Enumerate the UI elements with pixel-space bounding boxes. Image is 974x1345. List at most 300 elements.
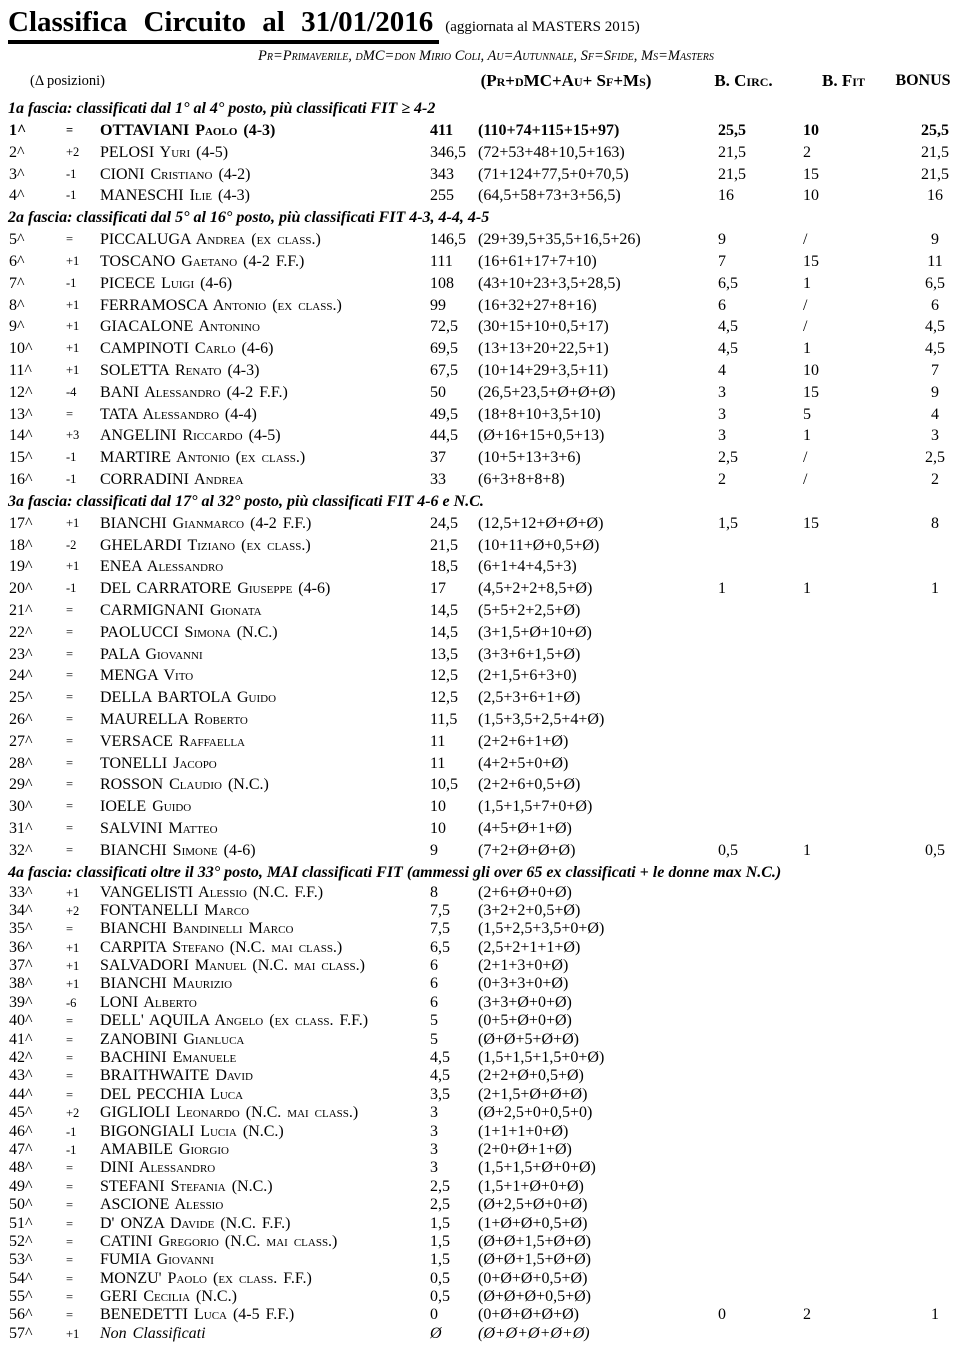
player-name-cell: BIGONGIALI Lucia (N.C.): [100, 1122, 284, 1140]
bonus-circuito-cell: [710, 975, 795, 993]
rank-cell: 14^: [9, 427, 33, 445]
table-row: [8, 229, 966, 251]
bonus-fit-cell: 1: [803, 841, 811, 859]
points-cell: 11: [430, 754, 446, 772]
rank-cell: 35^: [9, 920, 33, 938]
bonus-fit-cell: [795, 1270, 880, 1288]
rank-cell: 25^: [9, 689, 33, 707]
bonus-fit-cell: [795, 622, 880, 644]
delta-positions-cell: -2: [66, 537, 77, 552]
points-breakdown-cell: (10+11+Ø+0,5+Ø): [478, 536, 600, 554]
bonus-fit-cell: [795, 753, 880, 775]
delta-positions-cell: =: [66, 646, 74, 661]
points-cell: 99: [430, 296, 446, 314]
rank-cell: 4^: [9, 187, 25, 205]
bonus-total-cell: [880, 1141, 966, 1159]
player-name-cell: CARMIGNANI Gionata: [100, 601, 262, 619]
bonus-fit-cell: 10: [803, 361, 819, 379]
bonus-total-cell: 21,5: [921, 143, 949, 161]
bonus-fit-cell: /: [803, 231, 808, 249]
bonus-total-cell: 4,5: [925, 318, 945, 336]
delta-positions-cell: +1: [66, 297, 80, 312]
delta-positions-cell: =: [66, 1051, 74, 1066]
delta-positions-cell: +1: [66, 341, 80, 356]
player-name-cell: VERSACE Raffaella: [100, 732, 245, 750]
delta-positions-cell: =: [66, 820, 74, 835]
bonus-circuito-cell: [710, 1196, 795, 1214]
points-cell: 255: [430, 187, 454, 205]
bonus-circuito-cell: [710, 796, 795, 818]
table-row: [8, 513, 966, 535]
table-row: [8, 316, 966, 338]
bonus-total-cell: 25,5: [921, 122, 949, 139]
table-row: [8, 1288, 966, 1306]
table-row: [8, 1215, 966, 1233]
bonus-circuito-cell: [710, 622, 795, 644]
bonus-total-cell: [880, 1031, 966, 1049]
header-delta-posizioni: (Δ posizioni): [30, 73, 105, 89]
player-name-cell: SALVADORI Manuel (N.C. mai class.): [100, 957, 365, 975]
points-cell: 5: [430, 1012, 438, 1030]
points-breakdown-cell: (10+5+13+3+6): [478, 449, 581, 467]
bonus-fit-cell: [795, 1141, 880, 1159]
bonus-total-cell: [880, 774, 966, 796]
player-name-cell: AMABILE Giorgio: [100, 1140, 229, 1158]
table-row: [8, 1012, 966, 1030]
bonus-total-cell: [880, 994, 966, 1012]
bonus-fit-cell: 10: [803, 187, 819, 205]
bonus-total-cell: [880, 1325, 966, 1343]
table-row: [8, 1233, 966, 1251]
table-row: [8, 1306, 966, 1324]
table-row: [8, 622, 966, 644]
table-row: [8, 164, 966, 186]
rank-cell: 7^: [9, 274, 25, 292]
player-name-cell: BANI Alessandro (4-2 F.F.): [100, 383, 288, 401]
ranking-table: [8, 98, 966, 1343]
points-breakdown-cell: (10+14+29+3,5+11): [478, 361, 609, 379]
points-cell: 146,5: [430, 231, 466, 249]
rank-cell: 57^: [9, 1324, 33, 1342]
player-name-cell: ENEA Alessandro: [100, 558, 224, 576]
points-breakdown-cell: (43+10+23+3,5+28,5): [478, 274, 621, 292]
bonus-circuito-cell: 1: [718, 580, 726, 598]
table-row: [8, 1325, 966, 1343]
bonus-fit-cell: [795, 1031, 880, 1049]
bonus-fit-cell: [795, 644, 880, 666]
rank-cell: 45^: [9, 1104, 33, 1122]
bonus-fit-cell: [795, 731, 880, 753]
delta-positions-cell: +1: [66, 362, 80, 377]
table-row: [8, 840, 966, 862]
bonus-fit-cell: [795, 920, 880, 938]
table-row: [8, 1104, 966, 1122]
rank-cell: 19^: [9, 558, 33, 576]
points-cell: 1,5: [430, 1214, 450, 1232]
bonus-total-cell: 21,5: [921, 165, 949, 183]
bonus-circuito-cell: 3: [718, 383, 726, 401]
bonus-fit-cell: 2: [803, 1306, 811, 1324]
bonus-total-cell: [880, 709, 966, 731]
player-name-cell: DEL CARRATORE Giuseppe (4-6): [100, 580, 331, 598]
bonus-total-cell: [880, 796, 966, 818]
table-row: [8, 1270, 966, 1288]
player-name-cell: LONI Alberto: [100, 993, 197, 1011]
points-breakdown-cell: (2+1,5+Ø+Ø+Ø): [478, 1085, 588, 1103]
column-header-row: [8, 68, 966, 94]
bonus-fit-cell: [795, 709, 880, 731]
table-row: [8, 360, 966, 382]
points-cell: 72,5: [430, 318, 458, 336]
points-cell: 49,5: [430, 405, 458, 423]
bonus-total-cell: [880, 1178, 966, 1196]
player-name-cell: ANGELINI Riccardo (4-5): [100, 427, 281, 445]
points-cell: 69,5: [430, 340, 458, 358]
rank-cell: 44^: [9, 1085, 33, 1103]
player-name-cell: MAURELLA Roberto: [100, 710, 248, 728]
player-name-cell: VANGELISTI Alessio (N.C. F.F.): [100, 883, 324, 901]
player-name-cell: MENGA Vito: [100, 667, 194, 685]
points-cell: 12,5: [430, 689, 458, 707]
rank-cell: 49^: [9, 1177, 33, 1195]
bonus-circuito-cell: [710, 644, 795, 666]
bonus-fit-cell: /: [803, 470, 808, 488]
bonus-fit-cell: [795, 1012, 880, 1030]
bonus-fit-cell: [795, 1159, 880, 1177]
bonus-circuito-cell: [710, 884, 795, 902]
bonus-total-cell: 6: [931, 296, 939, 314]
bonus-fit-cell: 1: [803, 427, 811, 445]
player-name-cell: DELL' AQUILA Angelo (ex class. F.F.): [100, 1012, 369, 1030]
points-cell: 9: [430, 841, 438, 859]
table-row: [8, 902, 966, 920]
player-name-cell: CAMPINOTI Carlo (4-6): [100, 340, 274, 358]
bonus-total-cell: 2,5: [925, 449, 945, 467]
points-breakdown-cell: (2,5+2+1+1+Ø): [478, 938, 581, 956]
bonus-fit-cell: [795, 1196, 880, 1214]
rank-cell: 1^: [9, 122, 27, 139]
player-name-cell: IOELE Guido: [100, 798, 192, 816]
bonus-fit-cell: [795, 1104, 880, 1122]
table-row: [8, 884, 966, 902]
player-name-cell: SOLETTA Renato (4-3): [100, 361, 260, 379]
delta-positions-cell: =: [66, 1179, 74, 1194]
player-name-cell: MANESCHI Ilie (4-3): [100, 187, 250, 205]
bonus-fit-cell: [795, 796, 880, 818]
player-name-cell: DELLA BARTOLA Guido: [100, 689, 277, 707]
points-breakdown-cell: (1+Ø+Ø+0,5+Ø): [478, 1214, 588, 1232]
bonus-total-cell: [880, 1086, 966, 1104]
points-breakdown-cell: (Ø+Ø+1,5+Ø+Ø): [478, 1251, 591, 1269]
rank-cell: 23^: [9, 645, 33, 663]
player-name-cell: BRAITHWAITE David: [100, 1067, 253, 1085]
delta-positions-cell: =: [66, 1069, 74, 1084]
points-cell: 0,5: [430, 1269, 450, 1287]
table-row: [8, 796, 966, 818]
player-name-cell: ZANOBINI Gianluca: [100, 1030, 245, 1048]
delta-positions-cell: =: [66, 1290, 74, 1305]
delta-positions-cell: =: [66, 668, 74, 683]
bonus-total-cell: [880, 939, 966, 957]
bonus-total-cell: 16: [927, 187, 943, 205]
player-name-cell: PICECE Luigi (4-6): [100, 274, 233, 292]
bonus-circuito-cell: [710, 1123, 795, 1141]
points-cell: 0,5: [430, 1288, 450, 1306]
delta-positions-cell: =: [66, 842, 74, 857]
bonus-circuito-cell: [710, 1067, 795, 1085]
rank-cell: 50^: [9, 1196, 33, 1214]
points-breakdown-cell: (18+8+10+3,5+10): [478, 405, 601, 423]
bonus-circuito-cell: [710, 709, 795, 731]
bonus-circuito-cell: 21,5: [718, 165, 746, 183]
bonus-total-cell: 7: [931, 361, 939, 379]
points-cell: 8: [430, 883, 438, 901]
rank-cell: 10^: [9, 340, 33, 358]
bonus-circuito-cell: [710, 556, 795, 578]
bonus-circuito-cell: 0,5: [718, 841, 738, 859]
delta-positions-cell: -1: [66, 581, 77, 596]
points-breakdown-cell: (Ø+Ø+5+Ø+Ø): [478, 1030, 579, 1048]
points-breakdown-cell: (4+5+Ø+1+Ø): [478, 819, 572, 837]
bonus-total-cell: [880, 1104, 966, 1122]
points-breakdown-cell: (1,5+3,5+2,5+4+Ø): [478, 710, 605, 728]
table-row: [8, 578, 966, 600]
bonus-fit-cell: [795, 902, 880, 920]
points-cell: 4,5: [430, 1049, 450, 1067]
rank-cell: 42^: [9, 1049, 33, 1067]
table-row: [8, 753, 966, 775]
delta-positions-cell: =: [66, 1032, 74, 1047]
title-line: [8, 6, 966, 46]
points-cell: 11: [430, 732, 446, 750]
points-breakdown-cell: (2+0+Ø+1+Ø): [478, 1140, 572, 1158]
delta-positions-cell: =: [66, 690, 74, 705]
player-name-cell: DEL PECCHIA Luca: [100, 1085, 244, 1103]
rank-cell: 16^: [9, 470, 33, 488]
delta-positions-cell: =: [66, 733, 74, 748]
bonus-fit-cell: 5: [803, 405, 811, 423]
delta-positions-cell: +1: [66, 319, 80, 334]
points-cell: 1,5: [430, 1251, 450, 1269]
bonus-fit-cell: [795, 535, 880, 557]
rank-cell: 51^: [9, 1214, 33, 1232]
fascia-label: 4a fascia: classificati oltre il 33° posto, MAI classificati FIT (ammessi gli over 65 ex classificati + le donne max N.C.): [8, 863, 782, 881]
points-cell: 5: [430, 1030, 438, 1048]
table-row: [8, 120, 966, 142]
bonus-circuito-cell: [710, 1104, 795, 1122]
tournament-legend: Pr=Primaverile, dMC=don Mirio Coli, Au=Autunnale, Sf=Sfide, Ms=Masters: [258, 48, 714, 64]
delta-positions-cell: -6: [66, 995, 77, 1010]
player-name-cell: PELOSI Yuri (4-5): [100, 143, 229, 161]
delta-positions-cell: +1: [66, 253, 80, 268]
player-name-cell: GERI Cecilia (N.C.): [100, 1288, 237, 1306]
table-row: [8, 142, 966, 164]
table-row: [8, 1123, 966, 1141]
points-cell: 1,5: [430, 1232, 450, 1250]
rank-cell: 43^: [9, 1067, 33, 1085]
rank-cell: 53^: [9, 1251, 33, 1269]
bonus-circuito-cell: [710, 1251, 795, 1269]
bonus-total-cell: 2: [931, 470, 939, 488]
points-cell: 13,5: [430, 645, 458, 663]
bonus-circuito-cell: [710, 731, 795, 753]
points-breakdown-cell: (1,5+1,5+1,5+0+Ø): [478, 1049, 605, 1067]
bonus-total-cell: [880, 1159, 966, 1177]
table-row: [8, 644, 966, 666]
table-row: [8, 818, 966, 840]
delta-positions-cell: =: [66, 1234, 74, 1249]
points-breakdown-cell: (4+2+5+0+Ø): [478, 754, 569, 772]
bonus-circuito-cell: [710, 920, 795, 938]
player-name-cell: CATINI Gregorio (N.C. mai class.): [100, 1232, 338, 1250]
points-cell: 33: [430, 470, 446, 488]
points-breakdown-cell: (2+1,5+6+3+0): [478, 667, 577, 685]
bonus-fit-cell: [795, 1067, 880, 1085]
points-cell: 18,5: [430, 558, 458, 576]
rank-cell: 3^: [9, 165, 25, 183]
table-row: [8, 185, 966, 207]
table-row: [8, 556, 966, 578]
delta-positions-cell: =: [66, 1014, 74, 1029]
rank-cell: 56^: [9, 1306, 33, 1324]
points-cell: 24,5: [430, 514, 458, 532]
bonus-circuito-cell: [710, 1012, 795, 1030]
rank-cell: 12^: [9, 383, 33, 401]
points-breakdown-cell: (2+1+3+0+Ø): [478, 957, 569, 975]
points-breakdown-cell: (2+6+Ø+0+Ø): [478, 883, 572, 901]
table-row: [8, 1086, 966, 1104]
player-name-cell: BIANCHI Maurizio: [100, 975, 233, 993]
bonus-total-cell: [880, 556, 966, 578]
bonus-circuito-cell: [710, 665, 795, 687]
bonus-circuito-cell: [710, 535, 795, 557]
bonus-total-cell: [880, 535, 966, 557]
rank-cell: 54^: [9, 1269, 33, 1287]
points-cell: 17: [430, 580, 446, 598]
points-cell: 50: [430, 383, 446, 401]
table-row: [8, 994, 966, 1012]
delta-positions-cell: +1: [66, 559, 80, 574]
rank-cell: 15^: [9, 449, 33, 467]
points-breakdown-cell: (13+13+20+22,5+1): [478, 340, 609, 358]
points-cell: 3: [430, 1122, 438, 1140]
points-cell: 12,5: [430, 667, 458, 685]
bonus-total-cell: 0,5: [925, 841, 945, 859]
player-name-cell: BENEDETTI Luca (4-5 F.F.): [100, 1306, 295, 1324]
delta-positions-cell: +2: [66, 144, 80, 159]
player-name-cell: TOSCANO Gaetano (4-2 F.F.): [100, 252, 305, 270]
table-row: [8, 1178, 966, 1196]
delta-positions-cell: +1: [66, 959, 80, 974]
table-row: [8, 338, 966, 360]
table-row: [8, 1031, 966, 1049]
delta-positions-cell: +2: [66, 1106, 80, 1121]
bonus-total-cell: [880, 622, 966, 644]
bonus-total-cell: 6,5: [925, 274, 945, 292]
bonus-fit-cell: [795, 687, 880, 709]
points-cell: 7,5: [430, 901, 450, 919]
rank-cell: 2^: [9, 143, 25, 161]
title-note: (aggiornata al MASTERS 2015): [445, 19, 640, 35]
table-row: [8, 273, 966, 295]
points-breakdown-cell: (Ø+Ø+Ø+Ø+Ø): [478, 1324, 590, 1342]
points-cell: 6: [430, 975, 438, 993]
points-breakdown-cell: (1,5+1,5+Ø+0+Ø): [478, 1159, 596, 1177]
bonus-fit-cell: [795, 1288, 880, 1306]
rank-cell: 41^: [9, 1030, 33, 1048]
bonus-total-cell: [880, 884, 966, 902]
bonus-total-cell: 8: [931, 514, 939, 532]
table-row: [8, 1067, 966, 1085]
points-breakdown-cell: (1,5+1+Ø+0+Ø): [478, 1177, 584, 1195]
points-breakdown-cell: (3+3+Ø+0+Ø): [478, 993, 572, 1011]
header-bonus: BONUS: [895, 72, 951, 89]
points-cell: 108: [430, 274, 454, 292]
table-row: [8, 939, 966, 957]
delta-positions-cell: -4: [66, 384, 77, 399]
delta-positions-cell: =: [66, 711, 74, 726]
rank-cell: 32^: [9, 841, 33, 859]
delta-positions-cell: +2: [66, 903, 80, 918]
player-name-cell: BIANCHI Simone (4-6): [100, 841, 256, 859]
header-bonus-fit: B. Fit: [822, 71, 865, 90]
player-name-cell: D' ONZA Davide (N.C. F.F.): [100, 1214, 291, 1232]
delta-positions-cell: +1: [66, 940, 80, 955]
delta-positions-cell: -1: [66, 166, 77, 181]
bonus-circuito-cell: 21,5: [718, 143, 746, 161]
bonus-fit-cell: [795, 1178, 880, 1196]
delta-positions-cell: =: [66, 602, 74, 617]
table-row: [8, 382, 966, 404]
rank-cell: 38^: [9, 975, 33, 993]
bonus-total-cell: 11: [927, 252, 943, 270]
bonus-circuito-cell: [710, 957, 795, 975]
table-row: [8, 774, 966, 796]
bonus-fit-cell: 15: [803, 165, 819, 183]
player-name-cell: FERRAMOSCA Antonio (ex class.): [100, 296, 342, 314]
rank-cell: 46^: [9, 1122, 33, 1140]
rank-cell: 37^: [9, 957, 33, 975]
points-cell: 10,5: [430, 776, 458, 794]
points-breakdown-cell: (2+2+6+1+Ø): [478, 732, 569, 750]
table-row: [8, 295, 966, 317]
bonus-total-cell: [880, 1233, 966, 1251]
bonus-fit-cell: [795, 884, 880, 902]
table-row: [8, 469, 966, 491]
fascia-section-3: [8, 491, 966, 862]
bonus-fit-cell: 1: [803, 340, 811, 358]
points-breakdown-cell: (2+2+Ø+0,5+Ø): [478, 1067, 584, 1085]
bonus-circuito-cell: 0: [718, 1306, 726, 1324]
bonus-total-cell: [880, 644, 966, 666]
delta-positions-cell: =: [66, 406, 74, 421]
points-cell: 10: [430, 798, 446, 816]
player-name-cell: MONZU' Paolo (ex class. F.F.): [100, 1269, 312, 1287]
player-name-cell: Non Classificati: [100, 1324, 206, 1342]
points-cell: 6: [430, 957, 438, 975]
table-row: [8, 665, 966, 687]
bonus-fit-cell: [795, 556, 880, 578]
delta-positions-cell: -1: [66, 1142, 77, 1157]
delta-positions-cell: =: [66, 624, 74, 639]
delta-positions-cell: =: [66, 1198, 74, 1213]
points-breakdown-cell: (4,5+2+2+8,5+Ø): [478, 580, 593, 598]
delta-positions-cell: =: [66, 1271, 74, 1286]
points-cell: 2,5: [430, 1177, 450, 1195]
player-name-cell: GHELARDI Tiziano (ex class.): [100, 536, 311, 554]
bonus-fit-cell: [795, 994, 880, 1012]
delta-positions-cell: -1: [66, 1124, 77, 1139]
